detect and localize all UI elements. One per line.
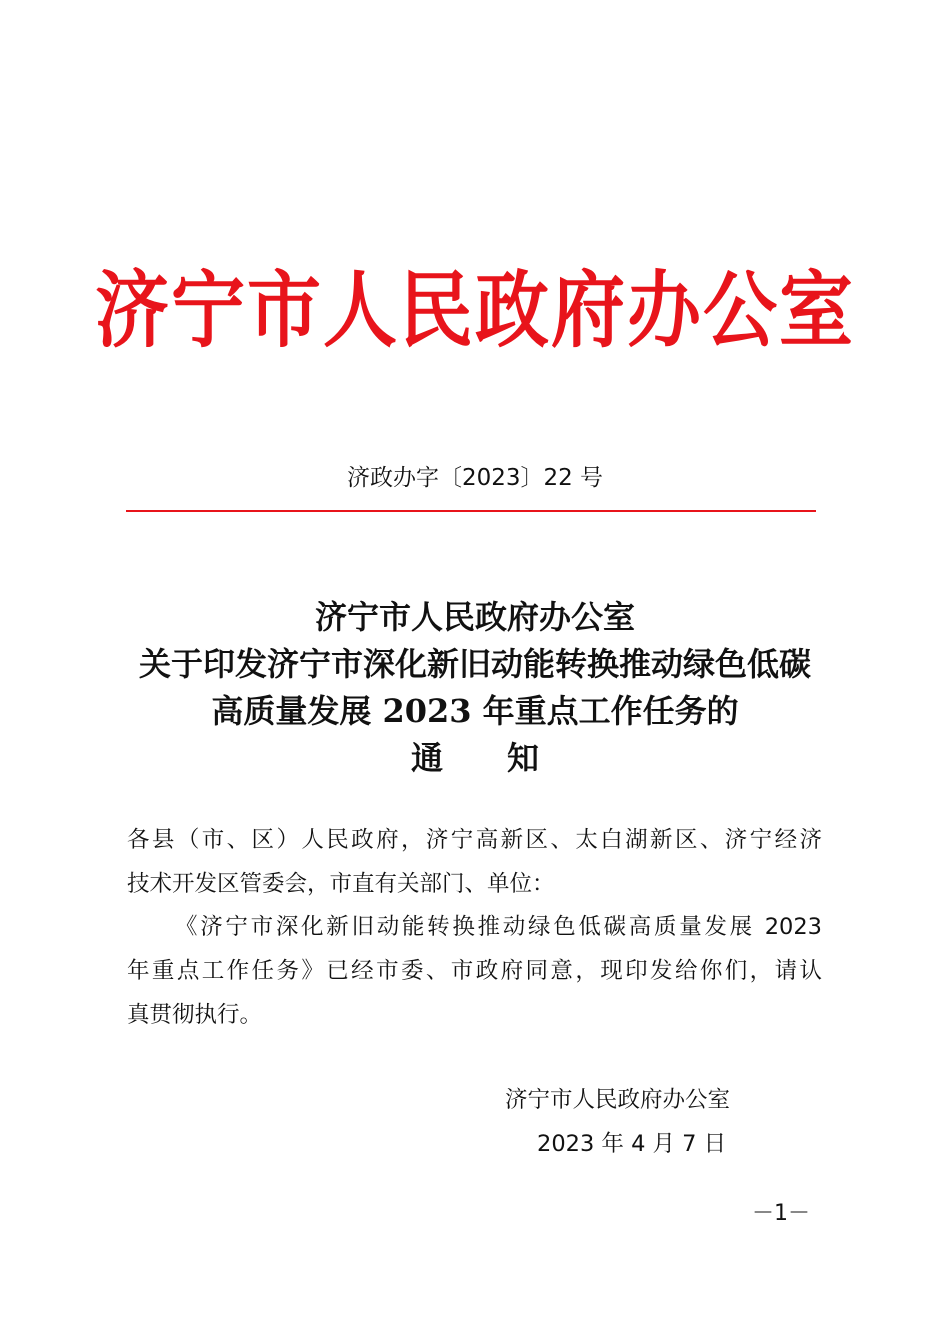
body-line-3: 真贯彻执行。 <box>127 1002 263 1028</box>
red-divider-line <box>126 510 816 512</box>
title-notice <box>110 735 840 782</box>
signature-date: 2023 年 4 月 7 日 <box>537 1131 727 1157</box>
main-paragraph <box>127 905 822 1037</box>
masthead-title: 济宁市人民政府办公室 <box>95 262 855 360</box>
title-line-1: 济宁市人民政府办公室 <box>314 598 635 636</box>
body-line-2: 年重点工作任务》已经市委、市政府同意，现印发给你们，请认 <box>127 958 822 984</box>
signature-issuer: 济宁市人民政府办公室 <box>505 1087 731 1113</box>
address-paragraph <box>127 818 822 906</box>
address-line-2: 技术开发区管委会，市直有关部门、单位： <box>127 871 555 897</box>
address-line-1: 各县（市、区）人民政府，济宁高新区、太白湖新区、济宁经济 <box>127 827 822 853</box>
notice-char-1: 通 <box>410 739 443 777</box>
page-number: －1－ <box>752 1201 810 1226</box>
notice-char-2: 知 <box>507 739 540 777</box>
document-title <box>110 594 840 782</box>
body-line-1: 《济宁市深化新旧动能转换推动绿色低碳高质量发展 2023 <box>175 914 822 940</box>
title-line-3: 高质量发展 2023 年重点工作任务的 <box>211 692 739 730</box>
document-number: 济政办字〔2023〕22 号 <box>346 465 604 491</box>
title-line-2: 关于印发济宁市深化新旧动能转换推动绿色低碳 <box>138 645 811 683</box>
